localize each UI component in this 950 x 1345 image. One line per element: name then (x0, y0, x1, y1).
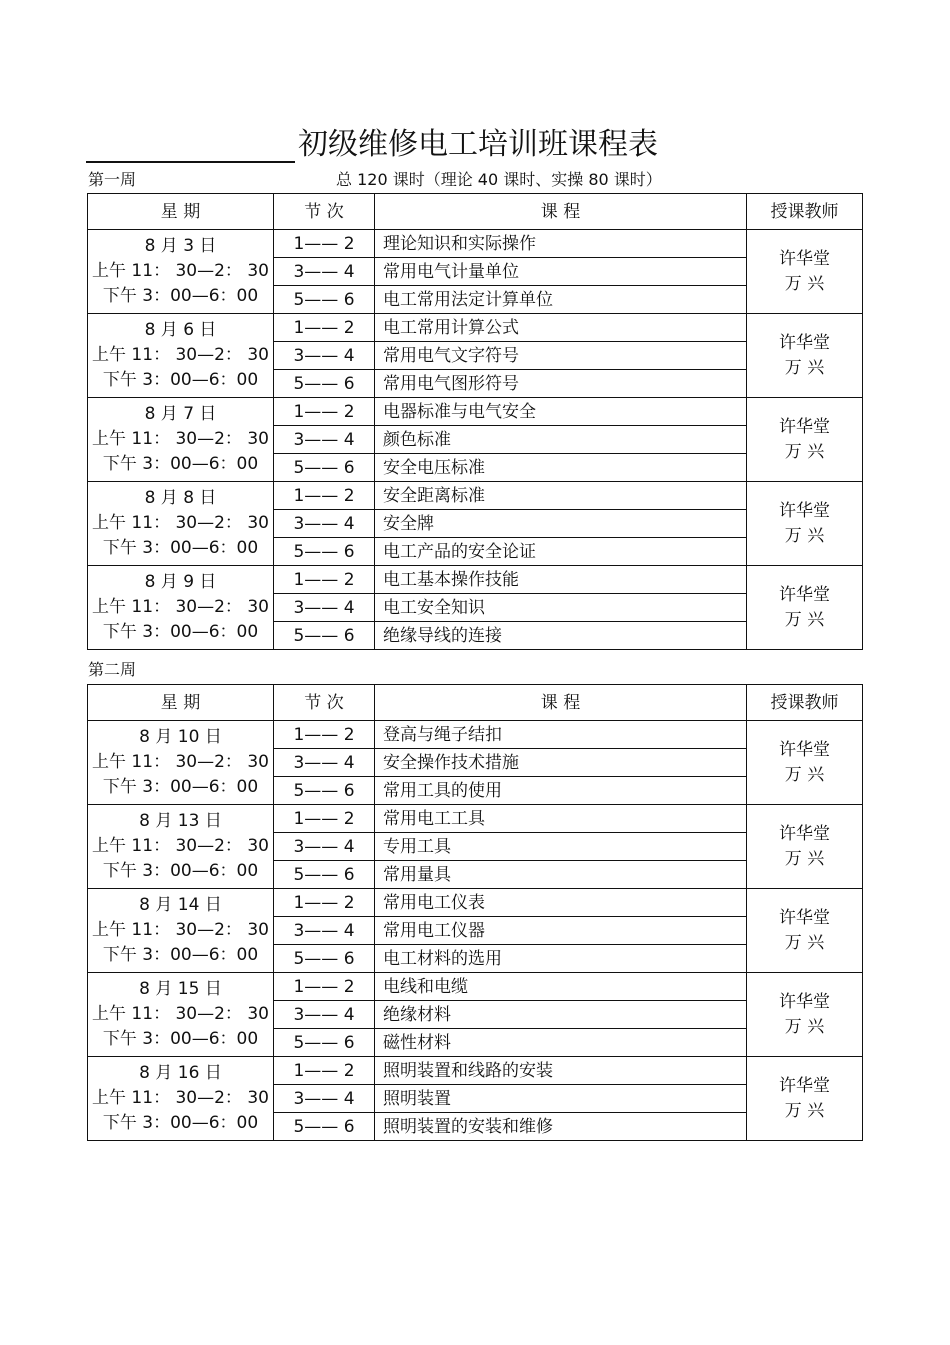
day-cell (88, 398, 274, 482)
teacher-name: 万 兴 (784, 1100, 825, 1121)
course-cell: 常用电工仪器 (375, 917, 747, 945)
course-cell: 颜色标准 (375, 426, 747, 454)
day-date: 8 月 6 日 (144, 320, 217, 340)
period-cell: 1—— 2 (274, 398, 375, 426)
teacher-name: 许华堂 (779, 739, 830, 760)
course-cell: 常用工具的使用 (375, 777, 747, 805)
period-cell: 5—— 6 (274, 454, 375, 482)
table-row (88, 805, 863, 833)
day-date: 8 月 3 日 (144, 236, 217, 256)
period-cell: 3—— 4 (274, 833, 375, 861)
day-cell (88, 230, 274, 314)
period-cell: 1—— 2 (274, 805, 375, 833)
afternoon-time: 下午 3：00—6：00 (102, 777, 259, 797)
period-cell: 1—— 2 (274, 721, 375, 749)
day-date: 8 月 15 日 (139, 979, 222, 999)
afternoon-time: 下午 3：00—6：00 (102, 454, 259, 474)
morning-time: 上午 11： 30—2： 30 (92, 1088, 269, 1108)
period-cell: 5—— 6 (274, 538, 375, 566)
period-cell: 5—— 6 (274, 1113, 375, 1141)
teacher-cell (747, 721, 863, 805)
course-cell: 绝缘材料 (375, 1001, 747, 1029)
page-title: 初级维修电工培训班课程表 (298, 127, 658, 162)
table-row (88, 398, 863, 426)
hours-summary: 总 120 课时（理论 40 课时、实操 80 课时） (336, 170, 662, 189)
table-row (88, 314, 863, 342)
week-1-label: 第一周 (88, 170, 137, 189)
day-cell (88, 721, 274, 805)
day-cell (88, 314, 274, 398)
course-cell: 登高与绳子结扣 (375, 721, 747, 749)
period-cell: 1—— 2 (274, 482, 375, 510)
teacher-name: 万 兴 (784, 932, 825, 953)
course-cell: 电工基本操作技能 (375, 566, 747, 594)
teacher-name: 万 兴 (784, 441, 825, 462)
table-row (88, 482, 863, 510)
afternoon-time: 下午 3：00—6：00 (102, 1029, 259, 1049)
afternoon-time: 下午 3：00—6：00 (102, 370, 259, 390)
day-cell (88, 805, 274, 889)
day-date: 8 月 14 日 (139, 895, 222, 915)
period-cell: 5—— 6 (274, 1029, 375, 1057)
teacher-name: 万 兴 (784, 764, 825, 785)
course-cell: 照明装置的安装和维修 (375, 1113, 747, 1141)
course-cell: 常用电气图形符号 (375, 370, 747, 398)
course-cell: 电工常用法定计算单位 (375, 286, 747, 314)
header-course: 课 程 (375, 194, 747, 230)
week-2-label: 第二周 (88, 660, 137, 679)
day-date: 8 月 13 日 (139, 811, 222, 831)
teacher-cell (747, 230, 863, 314)
course-cell: 常用电气文字符号 (375, 342, 747, 370)
teacher-name: 万 兴 (784, 609, 825, 630)
teacher-cell (747, 1057, 863, 1141)
course-cell: 常用量具 (375, 861, 747, 889)
teacher-name: 许华堂 (779, 991, 830, 1012)
period-cell: 1—— 2 (274, 889, 375, 917)
afternoon-time: 下午 3：00—6：00 (102, 286, 259, 306)
teacher-cell (747, 482, 863, 566)
afternoon-time: 下午 3：00—6：00 (102, 1113, 259, 1133)
morning-time: 上午 11： 30—2： 30 (92, 513, 269, 533)
course-cell: 电工产品的安全论证 (375, 538, 747, 566)
day-date: 8 月 7 日 (144, 404, 217, 424)
period-cell: 5—— 6 (274, 622, 375, 650)
day-cell (88, 566, 274, 650)
day-date: 8 月 16 日 (139, 1063, 222, 1083)
course-cell: 常用电工工具 (375, 805, 747, 833)
teacher-cell (747, 314, 863, 398)
week-1-schedule-table (87, 193, 863, 650)
period-cell: 3—— 4 (274, 594, 375, 622)
day-date: 8 月 9 日 (144, 572, 217, 592)
course-cell: 电工材料的选用 (375, 945, 747, 973)
period-cell: 1—— 2 (274, 566, 375, 594)
day-cell (88, 1057, 274, 1141)
teacher-name: 万 兴 (784, 273, 825, 294)
header-day: 星 期 (88, 194, 274, 230)
table-row (88, 1057, 863, 1085)
course-cell: 常用电气计量单位 (375, 258, 747, 286)
teacher-name: 许华堂 (779, 1075, 830, 1096)
period-cell: 5—— 6 (274, 945, 375, 973)
course-cell: 电工安全知识 (375, 594, 747, 622)
header-course: 课 程 (375, 685, 747, 721)
period-cell: 3—— 4 (274, 917, 375, 945)
day-date: 8 月 8 日 (144, 488, 217, 508)
period-cell: 1—— 2 (274, 973, 375, 1001)
teacher-cell (747, 566, 863, 650)
course-cell: 常用电工仪表 (375, 889, 747, 917)
day-cell (88, 973, 274, 1057)
morning-time: 上午 11： 30—2： 30 (92, 597, 269, 617)
title-row (86, 124, 866, 166)
period-cell: 3—— 4 (274, 749, 375, 777)
course-cell: 电线和电缆 (375, 973, 747, 1001)
table-row (88, 973, 863, 1001)
course-cell: 安全操作技术措施 (375, 749, 747, 777)
period-cell: 5—— 6 (274, 286, 375, 314)
header-row (88, 685, 863, 721)
teacher-name: 许华堂 (779, 248, 830, 269)
morning-time: 上午 11： 30—2： 30 (92, 836, 269, 856)
afternoon-time: 下午 3：00—6：00 (102, 622, 259, 642)
table-row (88, 721, 863, 749)
day-cell (88, 482, 274, 566)
teacher-name: 许华堂 (779, 332, 830, 353)
course-cell: 绝缘导线的连接 (375, 622, 747, 650)
teacher-cell (747, 805, 863, 889)
period-cell: 3—— 4 (274, 510, 375, 538)
teacher-name: 许华堂 (779, 584, 830, 605)
course-cell: 电工常用计算公式 (375, 314, 747, 342)
course-cell: 电器标准与电气安全 (375, 398, 747, 426)
course-cell: 安全牌 (375, 510, 747, 538)
header-teacher: 授课教师 (747, 194, 863, 230)
teacher-name: 许华堂 (779, 907, 830, 928)
teacher-name: 许华堂 (779, 823, 830, 844)
header-period: 节 次 (274, 194, 375, 230)
afternoon-time: 下午 3：00—6：00 (102, 861, 259, 881)
course-cell: 照明装置和线路的安装 (375, 1057, 747, 1085)
week-2-schedule-table (87, 684, 863, 1141)
day-date: 8 月 10 日 (139, 727, 222, 747)
course-cell: 安全距离标准 (375, 482, 747, 510)
header-row (88, 194, 863, 230)
period-cell: 5—— 6 (274, 370, 375, 398)
afternoon-time: 下午 3：00—6：00 (102, 538, 259, 558)
morning-time: 上午 11： 30—2： 30 (92, 345, 269, 365)
course-cell: 理论知识和实际操作 (375, 230, 747, 258)
title-blank-line (86, 161, 295, 163)
day-cell (88, 889, 274, 973)
morning-time: 上午 11： 30—2： 30 (92, 752, 269, 772)
morning-time: 上午 11： 30—2： 30 (92, 1004, 269, 1024)
table-row (88, 566, 863, 594)
period-cell: 3—— 4 (274, 1085, 375, 1113)
period-cell: 5—— 6 (274, 861, 375, 889)
teacher-cell (747, 973, 863, 1057)
period-cell: 3—— 4 (274, 1001, 375, 1029)
header-period: 节 次 (274, 685, 375, 721)
teacher-name: 万 兴 (784, 1016, 825, 1037)
teacher-name: 万 兴 (784, 357, 825, 378)
period-cell: 3—— 4 (274, 342, 375, 370)
period-cell: 1—— 2 (274, 1057, 375, 1085)
teacher-name: 许华堂 (779, 500, 830, 521)
afternoon-time: 下午 3：00—6：00 (102, 945, 259, 965)
teacher-name: 万 兴 (784, 848, 825, 869)
course-cell: 专用工具 (375, 833, 747, 861)
course-cell: 照明装置 (375, 1085, 747, 1113)
period-cell: 3—— 4 (274, 258, 375, 286)
morning-time: 上午 11： 30—2： 30 (92, 429, 269, 449)
period-cell: 5—— 6 (274, 777, 375, 805)
teacher-cell (747, 889, 863, 973)
header-day: 星 期 (88, 685, 274, 721)
table-row (88, 230, 863, 258)
course-cell: 安全电压标准 (375, 454, 747, 482)
morning-time: 上午 11： 30—2： 30 (92, 261, 269, 281)
period-cell: 1—— 2 (274, 230, 375, 258)
teacher-name: 万 兴 (784, 525, 825, 546)
teacher-name: 许华堂 (779, 416, 830, 437)
header-teacher: 授课教师 (747, 685, 863, 721)
course-cell: 磁性材料 (375, 1029, 747, 1057)
morning-time: 上午 11： 30—2： 30 (92, 920, 269, 940)
table-row (88, 889, 863, 917)
teacher-cell (747, 398, 863, 482)
period-cell: 3—— 4 (274, 426, 375, 454)
period-cell: 1—— 2 (274, 314, 375, 342)
